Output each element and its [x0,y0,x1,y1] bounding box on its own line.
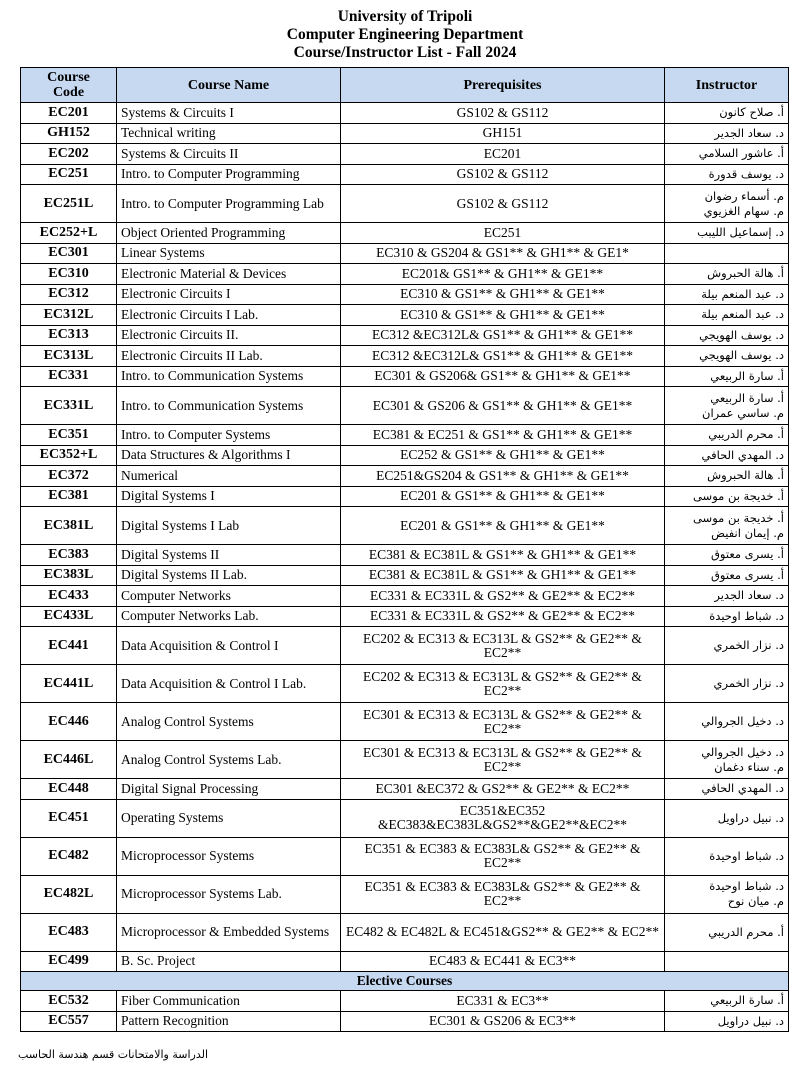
course-code-cell: EC312L [21,305,117,326]
course-code-cell: EC312 [21,284,117,305]
prerequisites-cell: GH151 [341,123,665,144]
prerequisites-cell: EC202 & EC313 & EC313L & GS2** & GE2** & EC2** [341,627,665,665]
instructor-name: أ. عاشور السلامي [698,146,784,161]
instructor-name: د. نبيل دراويل [717,1013,784,1028]
table-row [21,545,789,566]
prerequisites-cell: EC301 & GS206 & EC3** [341,1011,665,1032]
instructor-cell [665,305,789,326]
instructor-cell [665,486,789,507]
course-table [20,67,789,1032]
prerequisites-cell: EC201& GS1** & GH1** & GE1** [341,264,665,285]
course-code-cell: EC202 [21,144,117,165]
course-name-cell: Electronic Material & Devices [117,264,341,285]
core-courses-body [21,103,789,972]
prerequisites-cell: GS102 & GS112 [341,185,665,223]
instructor-name: د. المهدي الحافي [701,447,784,462]
instructor-cell [665,264,789,285]
course-code-cell: EC557 [21,1011,117,1032]
table-row [21,779,789,800]
course-name-cell: Computer Networks Lab. [117,606,341,627]
course-name-cell: Intro. to Computer Programming [117,164,341,185]
course-code-cell: EC441L [21,665,117,703]
instructor-name: د. سعاد الجدير [714,588,784,603]
course-code-cell: EC301 [21,243,117,264]
instructor-name: أ. صلاح كانون [719,105,784,120]
prerequisites-cell: EC310 & GS204 & GS1** & GH1** & GE1* [341,243,665,264]
course-code-cell: EC252+L [21,223,117,244]
instructor-name: د. المهدي الحافي [701,781,784,796]
table-row [21,346,789,367]
table-row [21,565,789,586]
instructor-cell [665,507,789,545]
instructor-name: د. سعاد الجدير [714,125,784,140]
instructor-name: د. نزار الخمري [713,638,784,652]
instructor-name: م. إيمان انفيض [711,525,784,540]
course-code-cell: EC251 [21,164,117,185]
instructor-name: د. شباط اوحيدة [709,608,784,623]
footer-note: الدراسة والامتحانات قسم هندسة الحاسب [18,1048,209,1061]
instructor-cell [665,837,789,875]
course-code-cell: EC451 [21,799,117,837]
instructor-name: أ. خديجة بن موسى [692,488,784,503]
course-code-cell: EC532 [21,991,117,1012]
instructor-name: د. دخيل الجروالي [701,744,784,759]
instructor-cell [665,466,789,487]
table-row [21,627,789,665]
course-code-cell: EC331L [21,387,117,425]
instructor-cell [665,346,789,367]
instructor-cell [665,741,789,779]
table-row [21,325,789,346]
instructor-cell [665,223,789,244]
prerequisites-cell: EC301 & EC313 & EC313L & GS2** & GE2** & EC2** [341,741,665,779]
course-name-cell: Electronic Circuits II. [117,325,341,346]
table-header-row [21,68,789,103]
course-name-cell: Electronic Circuits I [117,284,341,305]
course-code-cell: EC441 [21,627,117,665]
instructor-name: م. ميان نوح [727,894,784,908]
instructor-cell [665,913,789,951]
table-row [21,913,789,951]
course-name-cell: B. Sc. Project [117,951,341,972]
instructor-name: د. يوسف الهويجي [699,348,784,363]
course-name-cell: Intro. to Computer Systems [117,425,341,446]
instructor-cell [665,284,789,305]
column-header-prereq: Prerequisites [341,68,665,103]
table-row [21,185,789,223]
instructor-name: د. يوسف قدورة [708,166,784,181]
prerequisites-cell: EC351&EC352 &EC383&EC383L&GS2**&GE2**&EC2** [341,799,665,837]
instructor-cell [665,703,789,741]
instructor-cell [665,606,789,627]
course-name-cell: Technical writing [117,123,341,144]
table-row [21,387,789,425]
course-name-cell: Microprocessor Systems [117,837,341,875]
course-name-cell: Digital Systems I Lab [117,507,341,545]
table-row [21,741,789,779]
course-code-cell: EC446 [21,703,117,741]
course-code-cell: EC383 [21,545,117,566]
prerequisites-cell: EC381 & EC251 & GS1** & GH1** & GE1** [341,425,665,446]
course-name-cell: Intro. to Communication Systems [117,366,341,387]
instructor-cell [665,325,789,346]
instructor-name: د. عبد المنعم بيلة [701,286,784,301]
course-name-cell: Electronic Circuits I Lab. [117,305,341,326]
university-title: University of Tripoli [337,8,473,25]
instructor-name: م. أسماء رضوان [704,188,784,203]
course-name-cell: Analog Control Systems Lab. [117,741,341,779]
instructor-cell [665,144,789,165]
prerequisites-cell: EC301 & GS206& GS1** & GH1** & GE1** [341,366,665,387]
prerequisites-cell: EC312 &EC312L& GS1** & GH1** & GE1** [341,346,665,367]
prerequisites-cell: EC301 & EC313 & EC313L & GS2** & GE2** & EC2** [341,703,665,741]
table-row [21,466,789,487]
prerequisites-cell: GS102 & GS112 [341,103,665,124]
instructor-cell [665,445,789,466]
prerequisites-cell: EC201 [341,144,665,165]
document-header [0,0,810,62]
prerequisites-cell: EC201 & GS1** & GH1** & GE1** [341,486,665,507]
course-code-cell: EC483 [21,913,117,951]
course-name-cell: Numerical [117,466,341,487]
course-name-cell: Analog Control Systems [117,703,341,741]
table-row [21,445,789,466]
course-name-cell: Digital Systems I [117,486,341,507]
prerequisites-cell: EC331 & EC331L & GS2** & GE2** & EC2** [341,606,665,627]
section-row-electives [21,972,789,991]
table-row [21,507,789,545]
instructor-cell [665,103,789,124]
prerequisites-cell: EC331 & EC3** [341,991,665,1012]
instructor-name: د. شباط اوحيدة [709,879,784,893]
instructor-cell [665,951,789,972]
instructor-name: أ. سارة الربيعي [710,390,784,405]
elective-section [21,972,789,991]
course-name-cell: Microprocessor Systems Lab. [117,875,341,913]
prerequisites-cell: EC381 & EC381L & GS1** & GH1** & GE1** [341,545,665,566]
instructor-cell [665,185,789,223]
course-code-cell: EC372 [21,466,117,487]
table-row [21,425,789,446]
course-name-cell: Systems & Circuits I [117,103,341,124]
instructor-name: م. ساسي عمران [702,405,784,420]
course-code-cell: EC499 [21,951,117,972]
course-code-cell: EC482L [21,875,117,913]
table-row [21,103,789,124]
column-header-name: Course Name [117,68,341,103]
course-code-cell: EC381L [21,507,117,545]
course-name-cell: Data Acquisition & Control I Lab. [117,665,341,703]
table-row [21,164,789,185]
instructor-cell [665,243,789,264]
course-code-cell: EC433 [21,586,117,607]
table-row [21,799,789,837]
instructor-name: م. سناء دغمان [714,759,784,774]
instructor-name: د. نبيل دراويل [717,810,784,825]
instructor-name: أ. هالة الحبروش [707,468,784,483]
prerequisites-cell: EC312 &EC312L& GS1** & GH1** & GE1** [341,325,665,346]
prerequisites-cell: EC483 & EC441 & EC3** [341,951,665,972]
instructor-name: د. يوسف الهويجي [699,327,784,342]
table-row [21,586,789,607]
table-row [21,284,789,305]
course-name-cell: Digital Systems II [117,545,341,566]
course-code-cell: EC331 [21,366,117,387]
instructor-name: أ. محرم الدريبي [708,427,784,442]
column-header-instructor: Instructor [665,68,789,103]
instructor-cell [665,545,789,566]
prerequisites-cell: EC251 [341,223,665,244]
instructor-name: أ. محرم الدريبي [708,924,784,939]
prerequisites-cell: EC482 & EC482L & EC451&GS2** & GE2** & EC2** [341,913,665,951]
course-code-cell: EC383L [21,565,117,586]
prerequisites-cell: EC252 & GS1** & GH1** & GE1** [341,445,665,466]
table-row [21,223,789,244]
course-name-cell: Intro. to Computer Programming Lab [117,185,341,223]
table-row [21,264,789,285]
table-row [21,305,789,326]
instructor-name: أ. يسرى معتوق [710,547,784,562]
table-row [21,1011,789,1032]
course-name-cell: Data Structures & Algorithms I [117,445,341,466]
prerequisites-cell: EC381 & EC381L & GS1** & GH1** & GE1** [341,565,665,586]
course-name-cell: Electronic Circuits II Lab. [117,346,341,367]
course-code-cell: EC381 [21,486,117,507]
instructor-name: د. إسماعيل الليبب [697,225,784,240]
prerequisites-cell: EC351 & EC383 & EC383L& GS2** & GE2** & EC2** [341,837,665,875]
instructor-name: أ. سارة الربيعي [710,368,784,383]
course-code-cell: EC310 [21,264,117,285]
course-code-cell: EC313L [21,346,117,367]
instructor-cell [665,164,789,185]
course-code-cell: EC433L [21,606,117,627]
list-title: Course/Instructor List - Fall 2024 [293,44,517,61]
column-header-code-label: Course Code [47,70,90,100]
prerequisites-cell: EC201 & GS1** & GH1** & GE1** [341,507,665,545]
prerequisites-cell: EC310 & GS1** & GH1** & GE1** [341,284,665,305]
course-code-cell: GH152 [21,123,117,144]
course-name-cell: Object Oriented Programming [117,223,341,244]
course-name-cell: Fiber Communication [117,991,341,1012]
section-label: Elective Courses [21,972,789,991]
instructor-name: أ. خديجة بن موسى [692,510,784,525]
instructor-name: د. عبد المنعم بيلة [701,307,784,322]
course-code-cell: EC351 [21,425,117,446]
course-code-cell: EC352+L [21,445,117,466]
course-code-cell: EC446L [21,741,117,779]
instructor-name: د. دخيل الجروالي [701,714,784,728]
course-code-cell: EC313 [21,325,117,346]
course-code-cell: EC482 [21,837,117,875]
course-name-cell: Systems & Circuits II [117,144,341,165]
instructor-name: أ. يسرى معتوق [710,567,784,582]
instructor-cell [665,586,789,607]
table-row [21,875,789,913]
table-row [21,837,789,875]
table-row [21,486,789,507]
elective-courses-body [21,991,789,1032]
prerequisites-cell: EC251&GS204 & GS1** & GH1** & GE1** [341,466,665,487]
table-row [21,243,789,264]
table-row [21,366,789,387]
prerequisites-cell: EC301 &EC372 & GS2** & GE2** & EC2** [341,779,665,800]
instructor-name: أ. هالة الحبروش [707,266,784,281]
instructor-cell [665,565,789,586]
course-name-cell: Operating Systems [117,799,341,837]
instructor-cell [665,875,789,913]
instructor-cell [665,665,789,703]
instructor-cell [665,799,789,837]
prerequisites-cell: EC331 & EC331L & GS2** & GE2** & EC2** [341,586,665,607]
course-name-cell: Data Acquisition & Control I [117,627,341,665]
instructor-name: د. نزار الخمري [713,676,784,690]
instructor-name: أ. سارة الربيعي [710,993,784,1008]
table-row [21,703,789,741]
prerequisites-cell: EC202 & EC313 & EC313L & GS2** & GE2** & EC2** [341,665,665,703]
instructor-cell [665,387,789,425]
table-row [21,606,789,627]
instructor-cell [665,123,789,144]
column-header-code [21,68,117,103]
prerequisites-cell: GS102 & GS112 [341,164,665,185]
course-name-cell: Linear Systems [117,243,341,264]
course-name-cell: Microprocessor & Embedded Systems [117,913,341,951]
prerequisites-cell: EC301 & GS206 & GS1** & GH1** & GE1** [341,387,665,425]
course-name-cell: Digital Signal Processing [117,779,341,800]
table-row [21,665,789,703]
instructor-name: د. شباط اوحيدة [709,848,784,863]
table-row [21,123,789,144]
table-row [21,144,789,165]
table-row [21,991,789,1012]
instructor-name: م. سهام الغزيوي [703,203,784,218]
prerequisites-cell: EC310 & GS1** & GH1** & GE1** [341,305,665,326]
course-code-cell: EC251L [21,185,117,223]
course-name-cell: Pattern Recognition [117,1011,341,1032]
instructor-cell [665,991,789,1012]
instructor-cell [665,779,789,800]
instructor-cell [665,627,789,665]
course-code-cell: EC201 [21,103,117,124]
course-code-cell: EC448 [21,779,117,800]
table-row [21,951,789,972]
instructor-cell [665,425,789,446]
course-name-cell: Intro. to Communication Systems [117,387,341,425]
instructor-cell [665,366,789,387]
course-name-cell: Digital Systems II Lab. [117,565,341,586]
course-name-cell: Computer Networks [117,586,341,607]
instructor-cell [665,1011,789,1032]
prerequisites-cell: EC351 & EC383 & EC383L& GS2** & GE2** & EC2** [341,875,665,913]
department-title: Computer Engineering Department [286,26,524,43]
